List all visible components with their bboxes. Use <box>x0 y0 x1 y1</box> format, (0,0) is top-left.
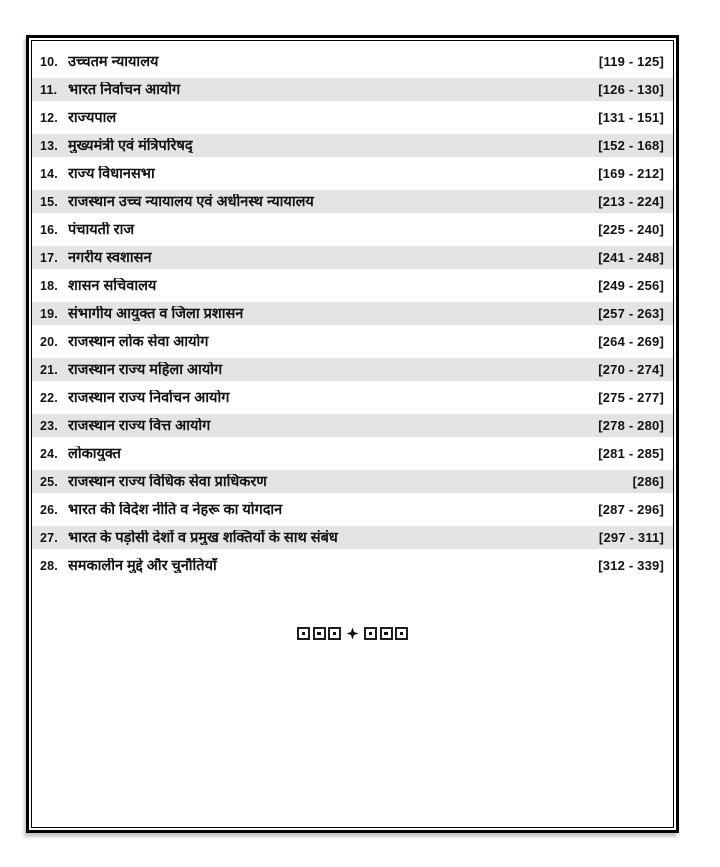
dotted-square-icon <box>380 627 393 640</box>
toc-item-title: राज्य विधानसभा <box>68 165 155 182</box>
toc-item-number: 22. <box>40 390 58 405</box>
toc-row <box>32 467 673 495</box>
toc-row <box>32 327 673 355</box>
toc-item-number: 21. <box>40 362 58 377</box>
toc-item-pages: [119 - 125] <box>598 54 664 69</box>
toc-item-number: 18. <box>40 278 58 293</box>
toc-item-pages: [131 - 151] <box>598 110 664 125</box>
toc-item-title: लोकायुक्त <box>68 445 121 462</box>
toc-item-number: 23. <box>40 418 58 433</box>
toc-item-pages: [241 - 248] <box>598 250 664 265</box>
toc-row <box>32 411 673 439</box>
toc-item-number: 25. <box>40 474 58 489</box>
toc-item-number: 19. <box>40 306 58 321</box>
toc-row <box>32 523 673 551</box>
toc-item-title: मुख्यमंत्री एवं मंत्रिपरिषद् <box>68 137 193 154</box>
toc-item-title: भारत के पड़ोसी देशों व प्रमुख शक्तियों के साथ संबंध <box>68 529 338 546</box>
toc-row <box>32 495 673 523</box>
toc-item-pages: [286] <box>632 474 664 489</box>
toc-item-pages: [312 - 339] <box>598 558 664 573</box>
toc-list <box>32 47 673 579</box>
toc-item-number: 16. <box>40 222 58 237</box>
toc-item-title: समकालीन मुद्दे और चुनौतियाँ <box>68 557 217 574</box>
toc-item-pages: [287 - 296] <box>598 502 664 517</box>
toc-row <box>32 355 673 383</box>
toc-item-title: संभागीय आयुक्त व जिला प्रशासन <box>68 305 244 322</box>
divider-ornament <box>32 627 673 640</box>
toc-item-pages: [169 - 212] <box>598 166 664 181</box>
toc-row <box>32 243 673 271</box>
toc-item-number: 20. <box>40 334 58 349</box>
toc-item-number: 12. <box>40 110 58 125</box>
toc-item-pages: [152 - 168] <box>598 138 664 153</box>
toc-item-pages: [257 - 263] <box>598 306 664 321</box>
toc-row <box>32 383 673 411</box>
toc-item-title: शासन सचिवालय <box>68 277 157 294</box>
contents-frame <box>26 35 679 833</box>
toc-item-number: 14. <box>40 166 58 181</box>
toc-row <box>32 215 673 243</box>
toc-item-pages: [264 - 269] <box>598 334 664 349</box>
contents-frame-inner <box>31 40 674 828</box>
toc-item-pages: [297 - 311] <box>598 530 664 545</box>
toc-item-title: राजस्थान राज्य वित्त आयोग <box>68 417 211 434</box>
toc-item-pages: [281 - 285] <box>598 446 664 461</box>
toc-item-number: 10. <box>40 54 58 69</box>
toc-row <box>32 75 673 103</box>
toc-item-title: पंचायती राज <box>68 221 135 238</box>
toc-row <box>32 299 673 327</box>
toc-row <box>32 187 673 215</box>
toc-item-number: 13. <box>40 138 58 153</box>
toc-item-number: 26. <box>40 502 58 517</box>
toc-item-title: भारत की विदेश नीति व नेहरू का योगदान <box>68 501 283 518</box>
toc-row <box>32 551 673 579</box>
toc-item-number: 24. <box>40 446 58 461</box>
toc-item-number: 17. <box>40 250 58 265</box>
toc-item-title: राजस्थान उच्च न्यायालय एवं अधीनस्थ न्यायालय <box>68 193 314 210</box>
toc-item-pages: [275 - 277] <box>598 390 664 405</box>
toc-item-pages: [249 - 256] <box>598 278 664 293</box>
toc-item-pages: [270 - 274] <box>598 362 664 377</box>
toc-row <box>32 47 673 75</box>
toc-item-number: 27. <box>40 530 58 545</box>
toc-row <box>32 131 673 159</box>
dotted-square-icon <box>313 627 326 640</box>
dotted-square-icon <box>395 627 408 640</box>
toc-row <box>32 159 673 187</box>
toc-item-number: 28. <box>40 558 58 573</box>
toc-item-title: राजस्थान राज्य महिला आयोग <box>68 361 223 378</box>
toc-item-title: नगरीय स्वशासन <box>68 249 152 266</box>
toc-item-pages: [225 - 240] <box>598 222 664 237</box>
toc-item-pages: [126 - 130] <box>598 82 664 97</box>
dotted-square-icon <box>297 627 310 640</box>
toc-row <box>32 103 673 131</box>
toc-item-pages: [213 - 224] <box>598 194 664 209</box>
toc-item-title: राजस्थान राज्य निर्वाचन आयोग <box>68 389 230 406</box>
toc-item-title: उच्चतम न्यायालय <box>68 53 159 70</box>
toc-item-number: 15. <box>40 194 58 209</box>
toc-item-pages: [278 - 280] <box>598 418 664 433</box>
toc-item-title: राजस्थान राज्य विधिक सेवा प्राधिकरण <box>68 473 267 490</box>
toc-row <box>32 271 673 299</box>
toc-item-title: राज्यपाल <box>68 109 117 126</box>
dotted-square-icon <box>328 627 341 640</box>
toc-item-number: 11. <box>40 82 58 97</box>
dotted-square-icon <box>364 627 377 640</box>
toc-item-title: भारत निर्वाचन आयोग <box>68 81 181 98</box>
toc-row <box>32 439 673 467</box>
toc-item-title: राजस्थान लोक सेवा आयोग <box>68 333 209 350</box>
four-pointed-star-icon <box>347 628 359 640</box>
